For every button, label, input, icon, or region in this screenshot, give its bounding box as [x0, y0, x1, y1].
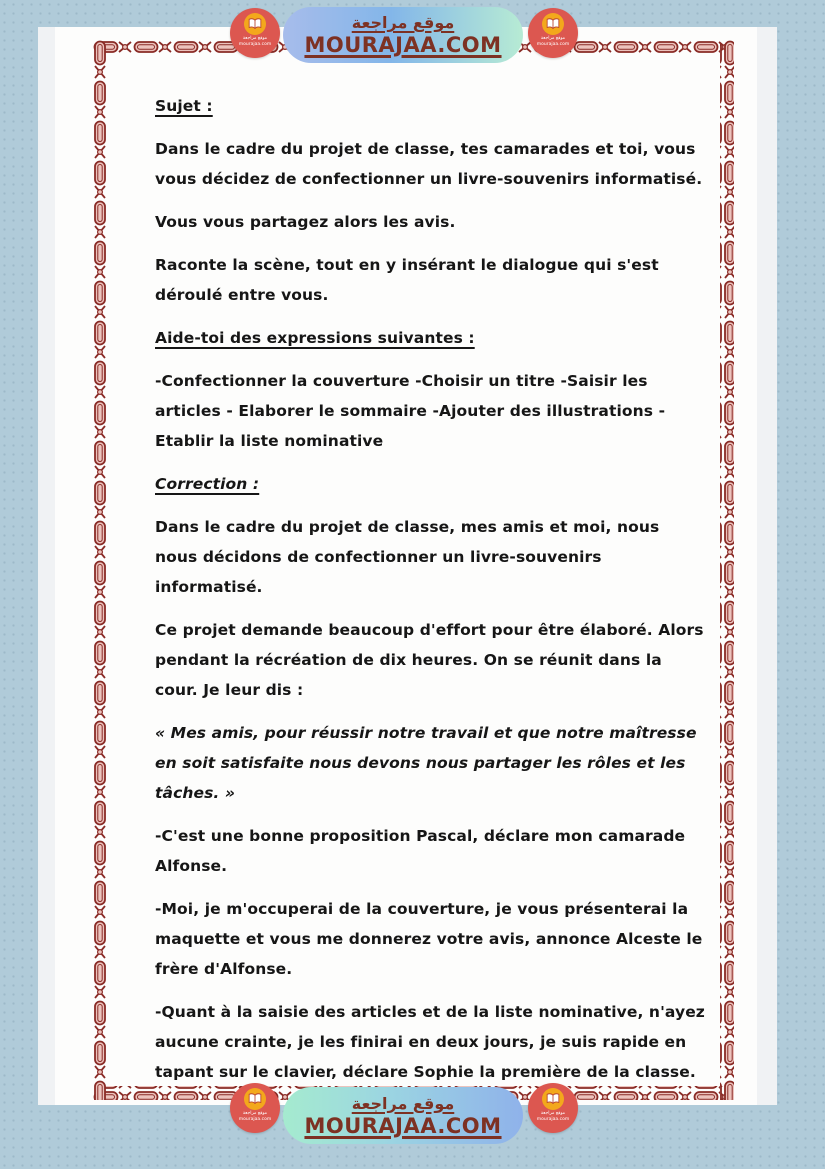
section-heading: Correction : [155, 475, 260, 493]
site-logo-badge [528, 8, 578, 58]
paragraph: Dans le cadre du projet de classe, mes amis et moi, nous nous décidons de confectionner un livre-souvenirs informatisé. [155, 518, 660, 596]
border-right [720, 40, 734, 1100]
banner-arabic-title: موقع مراجعة [351, 1093, 455, 1113]
paragraph: Raconte la scène, tout en y insérant le dialogue qui s'est déroulé entre vous. [155, 256, 659, 304]
book-icon [542, 13, 564, 35]
banner-arabic-title: موقع مراجعة [351, 13, 455, 32]
section-heading: Aide-toi des expressions suivantes : [155, 329, 475, 347]
paragraph: -C'est une bonne proposition Pascal, déclare mon camarade Alfonse. [155, 827, 686, 875]
section-heading: Sujet : [155, 97, 213, 115]
book-icon [244, 1088, 266, 1110]
site-logo-badge [230, 8, 280, 58]
site-logo-badge [528, 1083, 578, 1133]
paragraph: -Moi, je m'occuperai de la couverture, je vous présenterai la maquette et vous me donnerez votre avis, annonce Alceste le frère d'Alfonse. [155, 900, 703, 978]
paragraph: Dans le cadre du projet de classe, tes camarades et toi, vous vous décidez de confectionner un livre-souvenirs informatisé. [155, 140, 703, 188]
logo-caption: موقع مراجعة mourajaa.com [238, 36, 272, 48]
banner-site-name: MOURAJAA.COM [304, 1113, 502, 1138]
book-icon [244, 13, 266, 35]
paragraph: -Quant à la saisie des articles et de la liste nominative, n'ayez aucune crainte, je les finirai en deux jours, je suis rapide en tapant sur le clavier, déclare Sophie la première de la classe. [155, 1003, 705, 1081]
logo-caption: موقع مراجعة mourajaa.com [238, 1111, 272, 1123]
paragraph: -Confectionner la couverture -Choisir un titre -Saisir les articles - Elaborer le sommaire -Ajouter des illustrations -Etablir la liste nominative [155, 372, 666, 450]
book-icon [542, 1088, 564, 1110]
site-logo-badge [230, 1083, 280, 1133]
logo-caption: موقع مراجعة mourajaa.com [536, 36, 570, 48]
document-page [38, 27, 777, 1105]
banner-site-name: MOURAJAA.COM [304, 33, 502, 57]
paragraph: « Mes amis, pour réussir notre travail et que notre maîtresse en soit satisfaite nous devons nous partager les rôles et les tâches. » [155, 724, 697, 802]
border-left [93, 40, 107, 1100]
paragraph: Ce projet demande beaucoup d'effort pour être élaboré. Alors pendant la récréation de dix heures. On se réunit dans la cour. Je leur dis : [155, 621, 704, 699]
logo-caption: موقع مراجعة mourajaa.com [536, 1111, 570, 1123]
bottom-banner [283, 1087, 523, 1144]
document-content [155, 91, 707, 1100]
top-banner [283, 7, 523, 63]
paragraph: Vous vous partagez alors les avis. [155, 213, 456, 231]
